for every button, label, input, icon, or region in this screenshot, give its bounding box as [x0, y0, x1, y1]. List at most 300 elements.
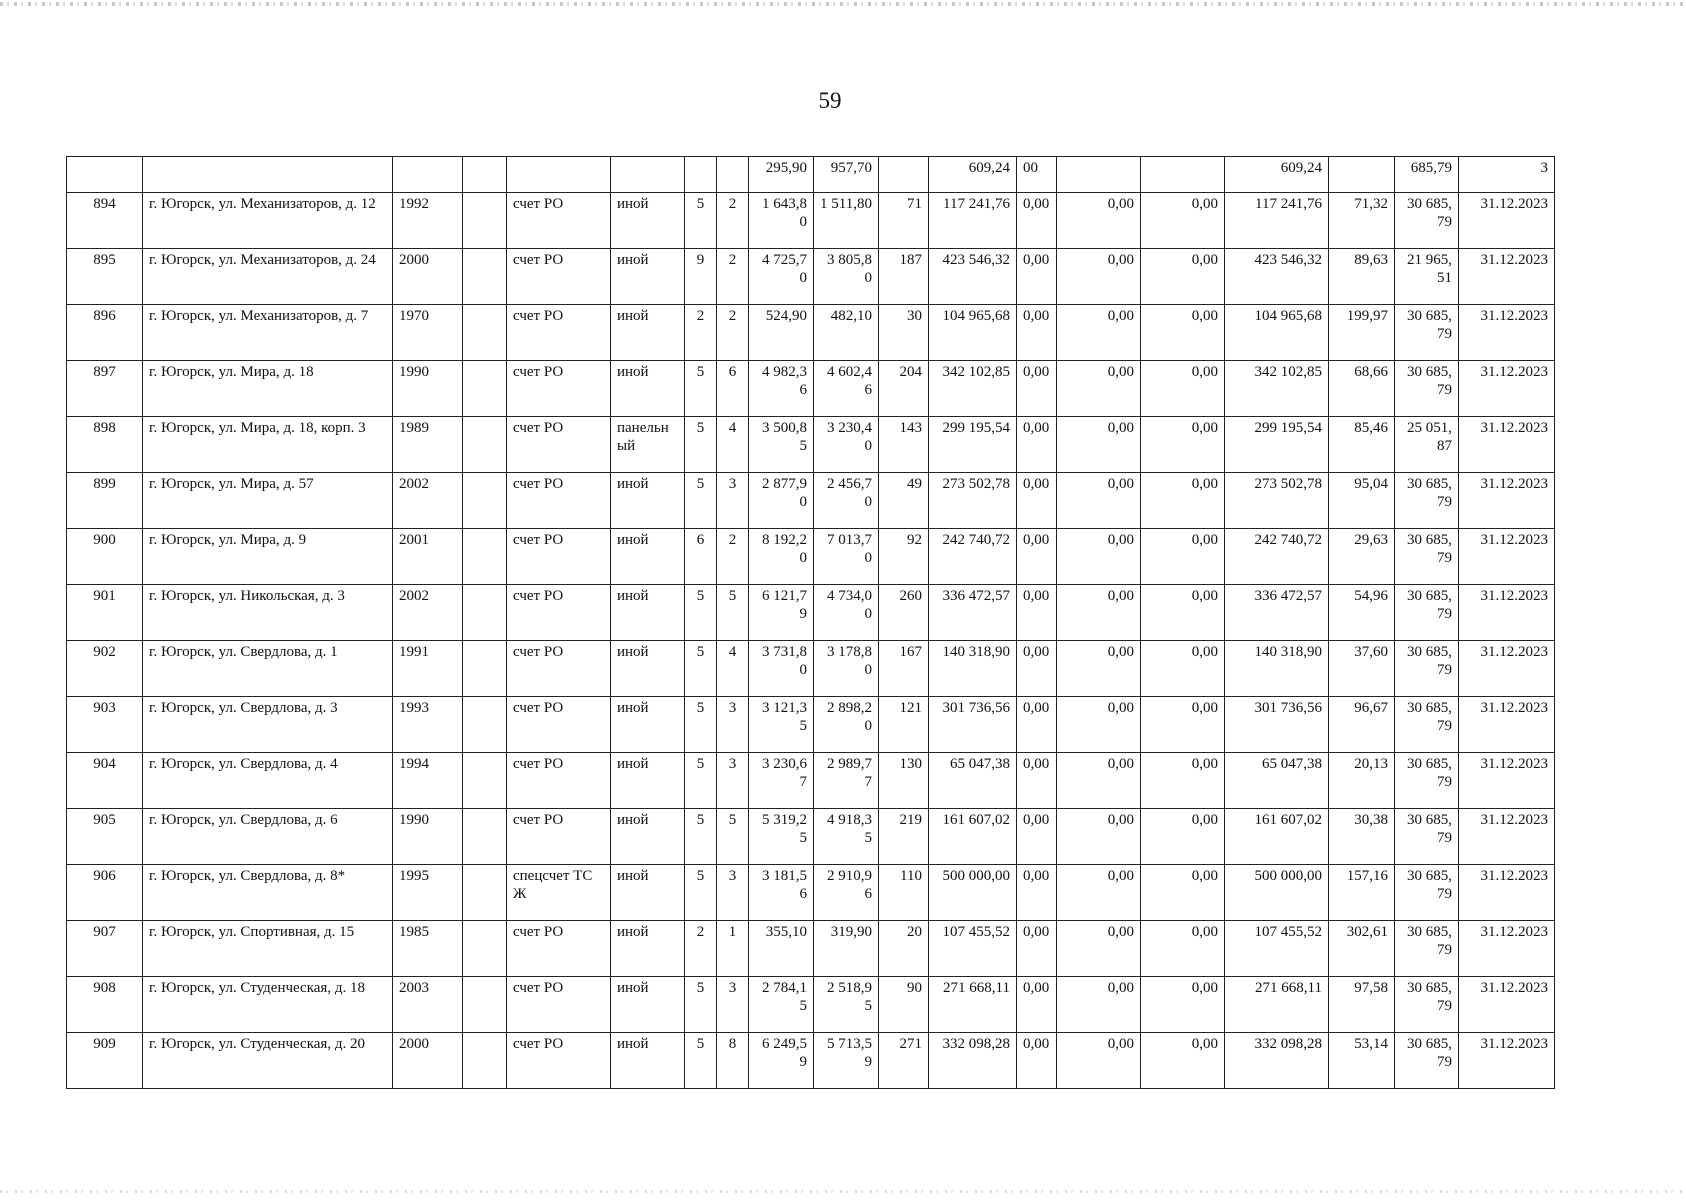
cell-floors: 5 — [685, 809, 717, 865]
cell-col-b: 0,00 — [1057, 249, 1141, 305]
cell-entrances: 8 — [717, 1033, 749, 1089]
cell-num: 906 — [67, 865, 143, 921]
cell-blank — [463, 473, 507, 529]
cell-entrances: 3 — [717, 977, 749, 1033]
cell-deadline: 31.12.2023 — [1459, 977, 1555, 1033]
cell-col-c: 0,00 — [1141, 473, 1225, 529]
table-row — [67, 249, 1555, 305]
cell-floors: 5 — [685, 1033, 717, 1089]
cell-entrances: 2 — [717, 529, 749, 585]
cell-cost-total-2: 336 472,57 — [1225, 585, 1329, 641]
cell-cost-per-m2: 89,63 — [1329, 249, 1395, 305]
cell-limit: 30 685,79 — [1395, 865, 1459, 921]
cell-area-total: 6 249,59 — [749, 1033, 814, 1089]
cell-limit: 30 685,79 — [1395, 529, 1459, 585]
cell-blank — [463, 417, 507, 473]
cell-floors: 5 — [685, 193, 717, 249]
cell-cost-total: 500 000,00 — [929, 865, 1017, 921]
cell-account: счет РО — [507, 641, 611, 697]
scan-artifact-top — [0, 2, 1686, 6]
cell-area-living: 2 518,95 — [814, 977, 879, 1033]
cell-blank — [463, 977, 507, 1033]
cell-account: счет РО — [507, 529, 611, 585]
cell-area-total: 4 725,70 — [749, 249, 814, 305]
cell-col-a: 0,00 — [1017, 809, 1057, 865]
cell-col-c: 0,00 — [1141, 305, 1225, 361]
cell-floors: 5 — [685, 361, 717, 417]
cell-limit: 30 685,79 — [1395, 641, 1459, 697]
cell-num: 902 — [67, 641, 143, 697]
table-row — [67, 585, 1555, 641]
cell-account: счет РО — [507, 753, 611, 809]
cell-material: иной — [611, 305, 685, 361]
cell-material: иной — [611, 753, 685, 809]
cell-col-a: 0,00 — [1017, 193, 1057, 249]
cell-floors: 5 — [685, 697, 717, 753]
cell-cost-total-2: 609,24 — [1225, 157, 1329, 193]
cell-area-total: 2 877,90 — [749, 473, 814, 529]
cell-cost-total: 104 965,68 — [929, 305, 1017, 361]
cell-cost-total: 336 472,57 — [929, 585, 1017, 641]
cell-num: 900 — [67, 529, 143, 585]
cell-entrances: 3 — [717, 473, 749, 529]
cell-account — [507, 157, 611, 193]
cell-cost-per-m2: 68,66 — [1329, 361, 1395, 417]
cell-area-total: 1 643,80 — [749, 193, 814, 249]
cell-floors: 2 — [685, 921, 717, 977]
cell-col-c: 0,00 — [1141, 809, 1225, 865]
cell-col-a: 0,00 — [1017, 249, 1057, 305]
cell-account: счет РО — [507, 193, 611, 249]
cell-material: иной — [611, 473, 685, 529]
cell-area-total: 5 319,25 — [749, 809, 814, 865]
cell-area-total: 3 121,35 — [749, 697, 814, 753]
cell-deadline: 31.12.2023 — [1459, 865, 1555, 921]
cell-cost-total: 301 736,56 — [929, 697, 1017, 753]
cell-material: иной — [611, 193, 685, 249]
cell-area-living: 319,90 — [814, 921, 879, 977]
cell-limit: 685,79 — [1395, 157, 1459, 193]
cell-residents: 204 — [879, 361, 929, 417]
cell-area-living: 7 013,70 — [814, 529, 879, 585]
cell-address: г. Югорск, ул. Свердлова, д. 4 — [143, 753, 393, 809]
cell-col-a: 0,00 — [1017, 977, 1057, 1033]
cell-limit: 30 685,79 — [1395, 697, 1459, 753]
cell-cost-total: 273 502,78 — [929, 473, 1017, 529]
cell-col-a: 0,00 — [1017, 473, 1057, 529]
table-row — [67, 529, 1555, 585]
cell-address: г. Югорск, ул. Никольская, д. 3 — [143, 585, 393, 641]
cell-num: 908 — [67, 977, 143, 1033]
cell-blank — [463, 1033, 507, 1089]
cell-cost-per-m2: 96,67 — [1329, 697, 1395, 753]
cell-material: иной — [611, 809, 685, 865]
cell-cost-per-m2: 157,16 — [1329, 865, 1395, 921]
cell-entrances: 4 — [717, 641, 749, 697]
cell-blank — [463, 921, 507, 977]
cell-col-b: 0,00 — [1057, 809, 1141, 865]
cell-num: 905 — [67, 809, 143, 865]
cell-blank — [463, 193, 507, 249]
cell-entrances: 4 — [717, 417, 749, 473]
cell-floors: 9 — [685, 249, 717, 305]
cell-material: иной — [611, 1033, 685, 1089]
cell-address: г. Югорск, ул. Мира, д. 57 — [143, 473, 393, 529]
cell-deadline: 31.12.2023 — [1459, 529, 1555, 585]
cell-limit: 30 685,79 — [1395, 977, 1459, 1033]
cell-col-b — [1057, 157, 1141, 193]
cell-floors: 5 — [685, 753, 717, 809]
cell-cost-total: 271 668,11 — [929, 977, 1017, 1033]
cell-address: г. Югорск, ул. Свердлова, д. 8* — [143, 865, 393, 921]
cell-material: иной — [611, 529, 685, 585]
cell-account: спецсчет ТСЖ — [507, 865, 611, 921]
cell-col-b: 0,00 — [1057, 585, 1141, 641]
cell-cost-total: 423 546,32 — [929, 249, 1017, 305]
cell-limit: 30 685,79 — [1395, 921, 1459, 977]
cell-col-a: 0,00 — [1017, 361, 1057, 417]
cell-material: иной — [611, 697, 685, 753]
cell-material: иной — [611, 249, 685, 305]
page-number: 59 — [818, 88, 842, 113]
cell-cost-total-2: 301 736,56 — [1225, 697, 1329, 753]
cell-col-c: 0,00 — [1141, 641, 1225, 697]
cell-year: 2002 — [393, 473, 463, 529]
cell-col-b: 0,00 — [1057, 753, 1141, 809]
cell-account: счет РО — [507, 473, 611, 529]
cell-col-c: 0,00 — [1141, 361, 1225, 417]
cell-address: г. Югорск, ул. Мира, д. 18, корп. 3 — [143, 417, 393, 473]
cell-area-total: 4 982,36 — [749, 361, 814, 417]
cell-col-a: 0,00 — [1017, 1033, 1057, 1089]
cell-deadline: 3 — [1459, 157, 1555, 193]
cell-residents: 167 — [879, 641, 929, 697]
cell-account: счет РО — [507, 585, 611, 641]
cell-account: счет РО — [507, 977, 611, 1033]
cell-cost-per-m2: 29,63 — [1329, 529, 1395, 585]
cell-residents: 49 — [879, 473, 929, 529]
cell-entrances: 2 — [717, 193, 749, 249]
housing-registry-table — [66, 156, 1555, 1089]
cell-cost-per-m2: 37,60 — [1329, 641, 1395, 697]
cell-col-b: 0,00 — [1057, 529, 1141, 585]
cell-col-a: 0,00 — [1017, 529, 1057, 585]
cell-year: 2002 — [393, 585, 463, 641]
cell-col-c: 0,00 — [1141, 753, 1225, 809]
cell-area-living: 2 989,77 — [814, 753, 879, 809]
cell-address: г. Югорск, ул. Мира, д. 9 — [143, 529, 393, 585]
cell-material: иной — [611, 921, 685, 977]
cell-cost-per-m2: 95,04 — [1329, 473, 1395, 529]
cell-residents: 110 — [879, 865, 929, 921]
cell-cost-total-2: 500 000,00 — [1225, 865, 1329, 921]
table-row — [67, 473, 1555, 529]
cell-floors: 6 — [685, 529, 717, 585]
cell-account: счет РО — [507, 921, 611, 977]
cell-cost-total-2: 299 195,54 — [1225, 417, 1329, 473]
cell-deadline: 31.12.2023 — [1459, 193, 1555, 249]
cell-material: иной — [611, 641, 685, 697]
cell-area-living: 3 805,80 — [814, 249, 879, 305]
cell-material: иной — [611, 585, 685, 641]
cell-col-a: 0,00 — [1017, 417, 1057, 473]
cell-blank — [463, 865, 507, 921]
cell-residents: 260 — [879, 585, 929, 641]
cell-deadline: 31.12.2023 — [1459, 641, 1555, 697]
table-row — [67, 697, 1555, 753]
cell-address: г. Югорск, ул. Студенческая, д. 18 — [143, 977, 393, 1033]
cell-deadline: 31.12.2023 — [1459, 921, 1555, 977]
cell-col-c: 0,00 — [1141, 585, 1225, 641]
cell-floors: 5 — [685, 417, 717, 473]
cell-blank — [463, 809, 507, 865]
cell-area-living: 4 918,35 — [814, 809, 879, 865]
cell-address: г. Югорск, ул. Студенческая, д. 20 — [143, 1033, 393, 1089]
cell-num: 899 — [67, 473, 143, 529]
cell-col-c: 0,00 — [1141, 193, 1225, 249]
cell-cost-total: 332 098,28 — [929, 1033, 1017, 1089]
cell-floors — [685, 157, 717, 193]
cell-entrances: 5 — [717, 809, 749, 865]
cell-address — [143, 157, 393, 193]
cell-floors: 5 — [685, 641, 717, 697]
cell-address: г. Югорск, ул. Механизаторов, д. 7 — [143, 305, 393, 361]
cell-num: 898 — [67, 417, 143, 473]
cell-col-c: 0,00 — [1141, 249, 1225, 305]
cell-year: 1989 — [393, 417, 463, 473]
cell-col-b: 0,00 — [1057, 417, 1141, 473]
cell-limit: 30 685,79 — [1395, 1033, 1459, 1089]
cell-address: г. Югорск, ул. Свердлова, д. 1 — [143, 641, 393, 697]
cell-col-a: 00 — [1017, 157, 1057, 193]
cell-cost-total: 299 195,54 — [929, 417, 1017, 473]
cell-cost-total-2: 273 502,78 — [1225, 473, 1329, 529]
cell-cost-total-2: 423 546,32 — [1225, 249, 1329, 305]
cell-col-b: 0,00 — [1057, 473, 1141, 529]
cell-blank — [463, 697, 507, 753]
cell-year: 2003 — [393, 977, 463, 1033]
cell-cost-total: 161 607,02 — [929, 809, 1017, 865]
cell-area-total: 355,10 — [749, 921, 814, 977]
cell-deadline: 31.12.2023 — [1459, 585, 1555, 641]
table-row — [67, 641, 1555, 697]
cell-deadline: 31.12.2023 — [1459, 249, 1555, 305]
cell-residents: 71 — [879, 193, 929, 249]
cell-col-a: 0,00 — [1017, 753, 1057, 809]
cell-cost-total: 140 318,90 — [929, 641, 1017, 697]
cell-cost-per-m2: 20,13 — [1329, 753, 1395, 809]
cell-col-a: 0,00 — [1017, 641, 1057, 697]
cell-col-c: 0,00 — [1141, 921, 1225, 977]
cell-cost-total: 107 455,52 — [929, 921, 1017, 977]
cell-floors: 2 — [685, 305, 717, 361]
cell-limit: 30 685,79 — [1395, 361, 1459, 417]
cell-account: счет РО — [507, 417, 611, 473]
cell-material: иной — [611, 977, 685, 1033]
cell-residents: 20 — [879, 921, 929, 977]
cell-account: счет РО — [507, 1033, 611, 1089]
table-row — [67, 193, 1555, 249]
cell-entrances: 5 — [717, 585, 749, 641]
cell-area-total: 295,90 — [749, 157, 814, 193]
cell-col-b: 0,00 — [1057, 1033, 1141, 1089]
cell-col-b: 0,00 — [1057, 865, 1141, 921]
cell-cost-total-2: 117 241,76 — [1225, 193, 1329, 249]
table-row — [67, 305, 1555, 361]
cell-year: 1990 — [393, 809, 463, 865]
cell-col-c: 0,00 — [1141, 865, 1225, 921]
cell-cost-per-m2: 302,61 — [1329, 921, 1395, 977]
cell-area-living: 5 713,59 — [814, 1033, 879, 1089]
table-row — [67, 753, 1555, 809]
cell-address: г. Югорск, ул. Механизаторов, д. 12 — [143, 193, 393, 249]
cell-cost-total-2: 342 102,85 — [1225, 361, 1329, 417]
cell-entrances — [717, 157, 749, 193]
table-row — [67, 865, 1555, 921]
cell-cost-total-2: 104 965,68 — [1225, 305, 1329, 361]
cell-num: 894 — [67, 193, 143, 249]
cell-year: 2001 — [393, 529, 463, 585]
cell-floors: 5 — [685, 977, 717, 1033]
cell-deadline: 31.12.2023 — [1459, 697, 1555, 753]
cell-deadline: 31.12.2023 — [1459, 305, 1555, 361]
cell-residents — [879, 157, 929, 193]
cell-limit: 30 685,79 — [1395, 305, 1459, 361]
cell-num: 896 — [67, 305, 143, 361]
cell-num: 901 — [67, 585, 143, 641]
cell-area-total: 2 784,15 — [749, 977, 814, 1033]
cell-blank — [463, 305, 507, 361]
cell-limit: 30 685,79 — [1395, 753, 1459, 809]
cell-cost-total-2: 271 668,11 — [1225, 977, 1329, 1033]
cell-area-total: 8 192,20 — [749, 529, 814, 585]
cell-entrances: 2 — [717, 305, 749, 361]
cell-entrances: 6 — [717, 361, 749, 417]
cell-year: 1991 — [393, 641, 463, 697]
cell-blank — [463, 641, 507, 697]
cell-col-a: 0,00 — [1017, 305, 1057, 361]
cell-area-total: 3 731,80 — [749, 641, 814, 697]
cell-cost-per-m2: 30,38 — [1329, 809, 1395, 865]
cell-cost-per-m2: 85,46 — [1329, 417, 1395, 473]
cell-area-total: 3 230,67 — [749, 753, 814, 809]
cell-cost-total-2: 161 607,02 — [1225, 809, 1329, 865]
cell-num: 907 — [67, 921, 143, 977]
cell-deadline: 31.12.2023 — [1459, 473, 1555, 529]
cell-area-living: 482,10 — [814, 305, 879, 361]
cell-cost-total: 242 740,72 — [929, 529, 1017, 585]
cell-area-living: 4 602,46 — [814, 361, 879, 417]
cell-blank — [463, 753, 507, 809]
cell-col-a: 0,00 — [1017, 697, 1057, 753]
cell-limit: 30 685,79 — [1395, 585, 1459, 641]
cell-blank — [463, 249, 507, 305]
cell-col-b: 0,00 — [1057, 921, 1141, 977]
cell-year: 1970 — [393, 305, 463, 361]
cell-material: панельный — [611, 417, 685, 473]
cell-year: 1994 — [393, 753, 463, 809]
cell-account: счет РО — [507, 809, 611, 865]
cell-col-b: 0,00 — [1057, 641, 1141, 697]
cell-account: счет РО — [507, 249, 611, 305]
cell-address: г. Югорск, ул. Мира, д. 18 — [143, 361, 393, 417]
cell-account: счет РО — [507, 697, 611, 753]
cell-residents: 30 — [879, 305, 929, 361]
cell-residents: 219 — [879, 809, 929, 865]
cell-account: счет РО — [507, 361, 611, 417]
cell-account: счет РО — [507, 305, 611, 361]
cell-num: 903 — [67, 697, 143, 753]
cell-area-total: 3 500,85 — [749, 417, 814, 473]
cell-col-b: 0,00 — [1057, 361, 1141, 417]
cell-limit: 30 685,79 — [1395, 473, 1459, 529]
cell-col-c — [1141, 157, 1225, 193]
table-row — [67, 361, 1555, 417]
cell-col-c: 0,00 — [1141, 529, 1225, 585]
cell-residents: 90 — [879, 977, 929, 1033]
cell-area-living: 3 230,40 — [814, 417, 879, 473]
cell-year: 1990 — [393, 361, 463, 417]
cell-limit: 30 685,79 — [1395, 193, 1459, 249]
cell-col-a: 0,00 — [1017, 921, 1057, 977]
cell-material: иной — [611, 865, 685, 921]
cell-blank — [463, 585, 507, 641]
scan-artifact-bottom — [0, 1190, 1686, 1193]
cell-area-total: 524,90 — [749, 305, 814, 361]
cell-area-living: 4 734,00 — [814, 585, 879, 641]
cell-address: г. Югорск, ул. Спортивная, д. 15 — [143, 921, 393, 977]
table-row — [67, 1033, 1555, 1089]
cell-limit: 21 965,51 — [1395, 249, 1459, 305]
cell-deadline: 31.12.2023 — [1459, 417, 1555, 473]
cell-residents: 130 — [879, 753, 929, 809]
cell-col-b: 0,00 — [1057, 193, 1141, 249]
table-row — [67, 809, 1555, 865]
cell-blank — [463, 157, 507, 193]
cell-col-c: 0,00 — [1141, 1033, 1225, 1089]
cell-floors: 5 — [685, 585, 717, 641]
cell-year: 1992 — [393, 193, 463, 249]
cell-col-a: 0,00 — [1017, 585, 1057, 641]
table-row — [67, 977, 1555, 1033]
cell-cost-total-2: 242 740,72 — [1225, 529, 1329, 585]
cell-deadline: 31.12.2023 — [1459, 361, 1555, 417]
cell-area-living: 2 910,96 — [814, 865, 879, 921]
cell-cost-per-m2: 97,58 — [1329, 977, 1395, 1033]
cell-residents: 187 — [879, 249, 929, 305]
cell-cost-total: 117 241,76 — [929, 193, 1017, 249]
cell-num: 909 — [67, 1033, 143, 1089]
cell-cost-per-m2: 53,14 — [1329, 1033, 1395, 1089]
cell-col-c: 0,00 — [1141, 697, 1225, 753]
cell-num: 895 — [67, 249, 143, 305]
cell-material — [611, 157, 685, 193]
cell-cost-total-2: 332 098,28 — [1225, 1033, 1329, 1089]
cell-year: 1993 — [393, 697, 463, 753]
cell-area-living: 3 178,80 — [814, 641, 879, 697]
cell-year: 2000 — [393, 1033, 463, 1089]
cell-material: иной — [611, 361, 685, 417]
cell-entrances: 3 — [717, 697, 749, 753]
cell-limit: 25 051,87 — [1395, 417, 1459, 473]
cell-col-b: 0,00 — [1057, 305, 1141, 361]
cell-num: 904 — [67, 753, 143, 809]
cell-residents: 271 — [879, 1033, 929, 1089]
cell-entrances: 2 — [717, 249, 749, 305]
cell-entrances: 3 — [717, 753, 749, 809]
cell-residents: 92 — [879, 529, 929, 585]
cell-address: г. Югорск, ул. Свердлова, д. 6 — [143, 809, 393, 865]
